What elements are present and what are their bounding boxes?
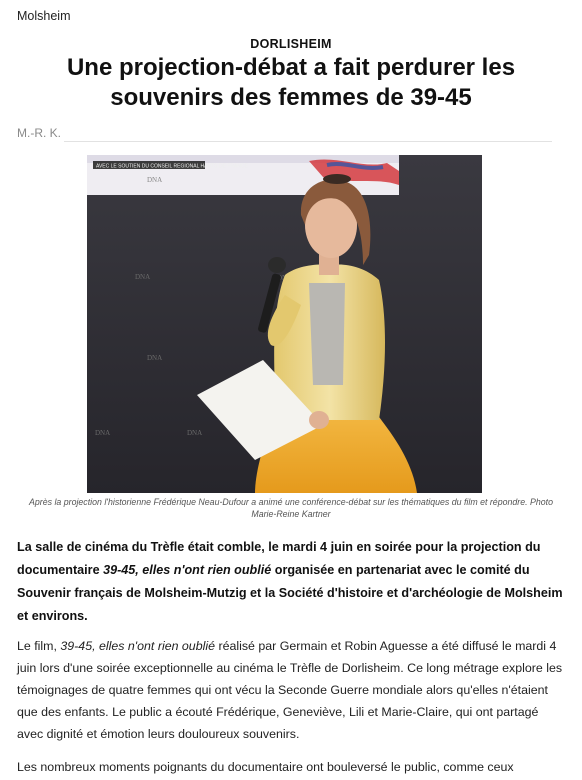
paragraph-film-title: 39-45, elles n'ont rien oublié <box>60 639 215 653</box>
article-paragraph <box>17 635 567 745</box>
screen-text: AVEC LE SOUTIEN DU CONSEIL REGIONAL HAUTS DE FRANCE <box>96 163 248 170</box>
section-label[interactable]: Molsheim <box>17 9 71 23</box>
article-lead <box>17 536 567 628</box>
svg-text:DNA: DNA <box>95 429 111 437</box>
article-author: M.-R. K. <box>17 126 61 140</box>
article-headline: Une projection-débat a fait perdurer les souvenirs des femmes de 39-45 <box>66 54 516 111</box>
article-kicker: DORLISHEIM <box>250 37 332 51</box>
article-photo[interactable] <box>87 155 482 493</box>
paragraph-text-1: Le film, <box>17 639 61 653</box>
svg-text:DNA: DNA <box>187 429 203 437</box>
lead-text-2: organisée en partenariat avec le comité du Souvenir français de Molsheim-Mutzig et la Société d'histoire et d'archéologie de Molsheim et environs. <box>17 563 563 623</box>
lead-film-title: 39-45, elles n'ont rien oublié <box>103 563 272 577</box>
lead-text-1: La salle de cinéma du Trèfle était comble, le mardi 4 juin en soirée pour la projection du documentaire <box>17 540 541 577</box>
photo-illustration <box>87 155 482 493</box>
photo-caption: Après la projection l'historienne Frédérique Neau-Dufour a animé une conférence-débat sur les thématiques du film et répondre. Photo Marie-Reine Kartner <box>29 497 553 519</box>
svg-text:DNA: DNA <box>147 176 163 184</box>
svg-text:DNA: DNA <box>147 354 163 362</box>
header-divider <box>64 141 552 142</box>
svg-text:DNA: DNA <box>135 273 151 281</box>
article-paragraph-2: Les nombreux moments poignants du documentaire ont bouleversé le public, comme ceux <box>17 760 514 774</box>
paragraph-text-2: réalisé par Germain et Robin Aguesse a été diffusé le mardi 4 juin lors d'une soirée exceptionnelle au cinéma le Trèfle de Dorlisheim. Ce long métrage explore les témoignages de quatre femmes qui ont vécu la Seconde Guerre mondiale alors qu'elles n'étaient que des enfants. Le public a écouté Frédérique, Geneviève, Lili et Marie-Claire, qui ont partagé avec dignité et émotion leurs douloureux souvenirs. <box>17 639 563 741</box>
